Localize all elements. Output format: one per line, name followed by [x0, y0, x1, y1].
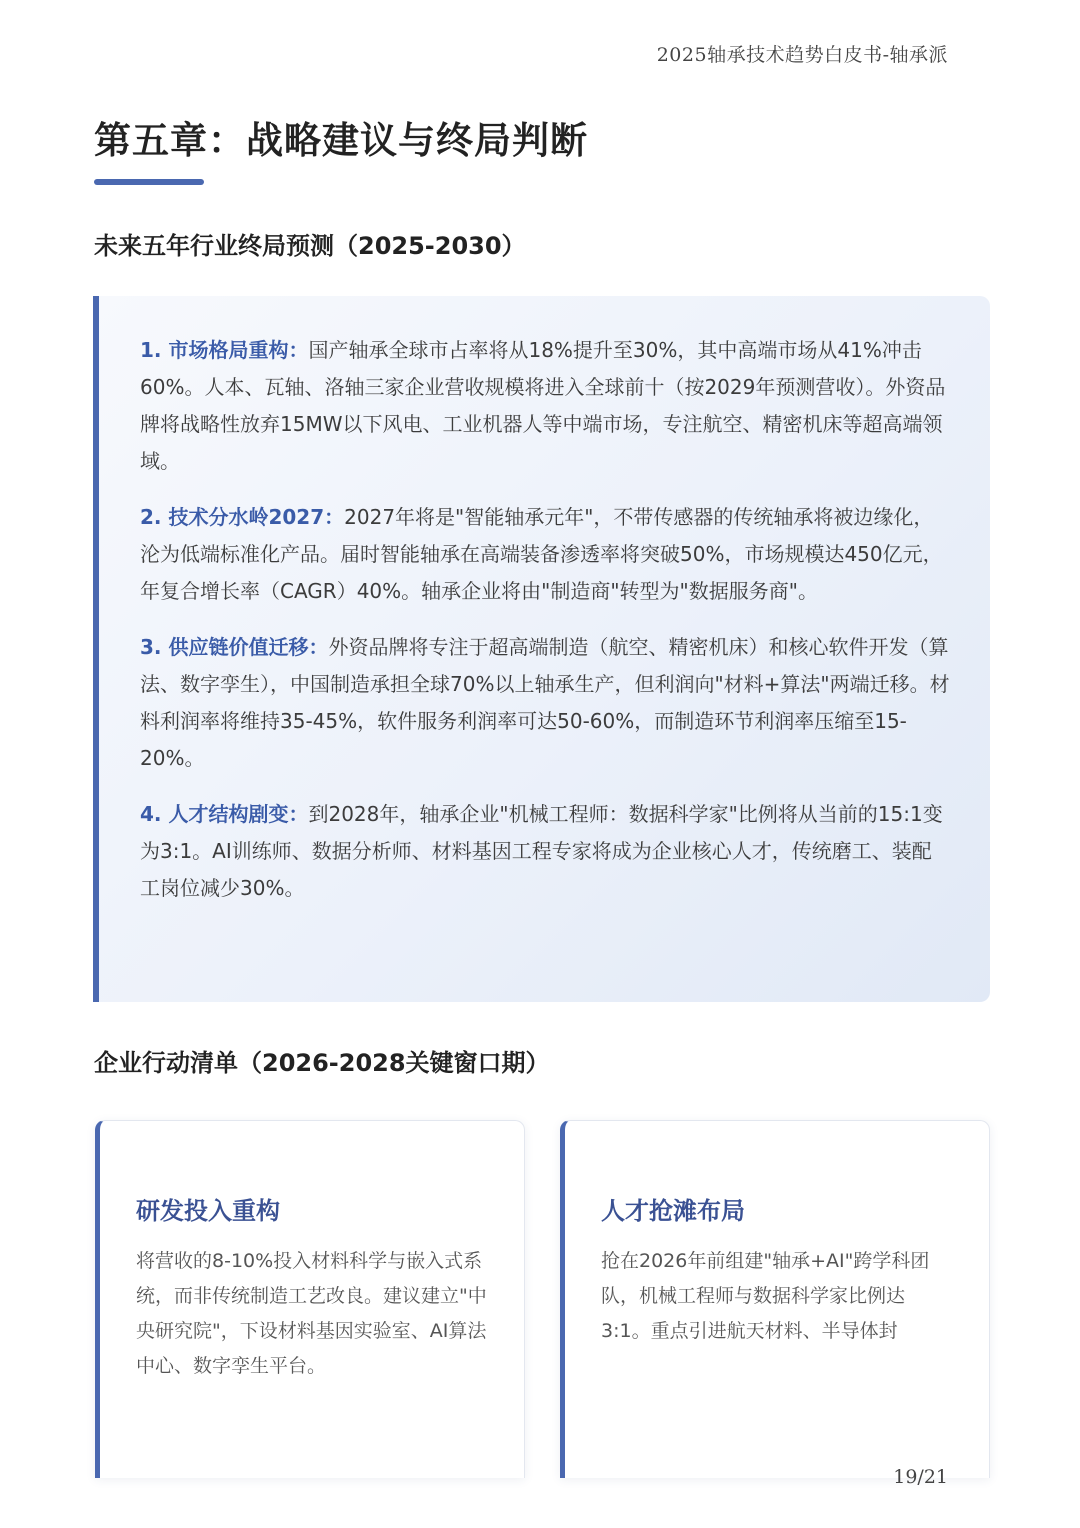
page-number: 19/21	[893, 1466, 948, 1488]
forecast-item-text: 外资品牌将专注于超高端制造（航空、精密机床）和核心软件开发（算法、数字孪生），中国制造承担全球70%以上轴承生产，但利润向"材料+算法"两端迁移。材料利润率将维持35-45%，软件服务利润率可达50-60%，而制造环节利润率压缩至15-20%。	[140, 635, 950, 770]
forecast-item-label: 1. 市场格局重构：	[140, 338, 309, 362]
title-underline	[94, 179, 204, 185]
forecast-item-label: 2. 技术分水岭2027：	[140, 505, 345, 529]
chapter-title: 第五章：战略建议与终局判断	[94, 119, 588, 162]
forecast-item-market	[140, 332, 950, 480]
action-card-rd	[95, 1120, 525, 1478]
forecast-item-text: 到2028年，轴承企业"机械工程师：数据科学家"比例将从当前的15:1变为3:1。AI训练师、数据分析师、材料基因工程专家将成为企业核心人才，传统磨工、装配工岗位减少30%。	[140, 802, 943, 900]
forecast-item-text: 国产轴承全球市占率将从18%提升至30%，其中高端市场从41%冲击60%。人本、瓦轴、洛轴三家企业营收规模将进入全球前十（按2029年预测营收）。外资品牌将战略性放弃15MW以下风电、工业机器人等中端市场，专注航空、精密机床等超高端领域。	[140, 338, 946, 473]
document-header: 2025轴承技术趋势白皮书-轴承派	[656, 44, 948, 66]
forecast-item-talent	[140, 796, 950, 907]
forecast-item-technology	[140, 499, 950, 610]
card-title: 人才抢滩布局	[601, 1197, 745, 1225]
action-card-talent	[560, 1120, 990, 1478]
card-body: 将营收的8-10%投入材料科学与嵌入式系统，而非传统制造工艺改良。建议建立"中央研究院"，下设材料基因实验室、AI算法中心、数字孪生平台。	[136, 1250, 487, 1377]
forecast-item-text: 2027年将是"智能轴承元年"，不带传感器的传统轴承将被边缘化，沦为低端标准化产品。届时智能轴承在高端装备渗透率将突破50%，市场规模达450亿元，年复合增长率（CAGR）40%。轴承企业将由"制造商"转型为"数据服务商"。	[140, 505, 943, 603]
card-title: 研发投入重构	[136, 1197, 280, 1225]
forecast-item-label: 4. 人才结构剧变：	[140, 802, 309, 826]
forecast-item-label: 3. 供应链价值迁移：	[140, 635, 329, 659]
forecast-box	[93, 296, 990, 1002]
forecast-section-title: 未来五年行业终局预测（2025-2030）	[94, 232, 526, 260]
forecast-item-supply-chain	[140, 629, 950, 777]
card-body: 抢在2026年前组建"轴承+AI"跨学科团队，机械工程师与数据科学家比例达3:1。重点引进航天材料、半导体封	[601, 1250, 930, 1342]
actions-section-title: 企业行动清单（2026-2028关键窗口期）	[94, 1049, 550, 1077]
